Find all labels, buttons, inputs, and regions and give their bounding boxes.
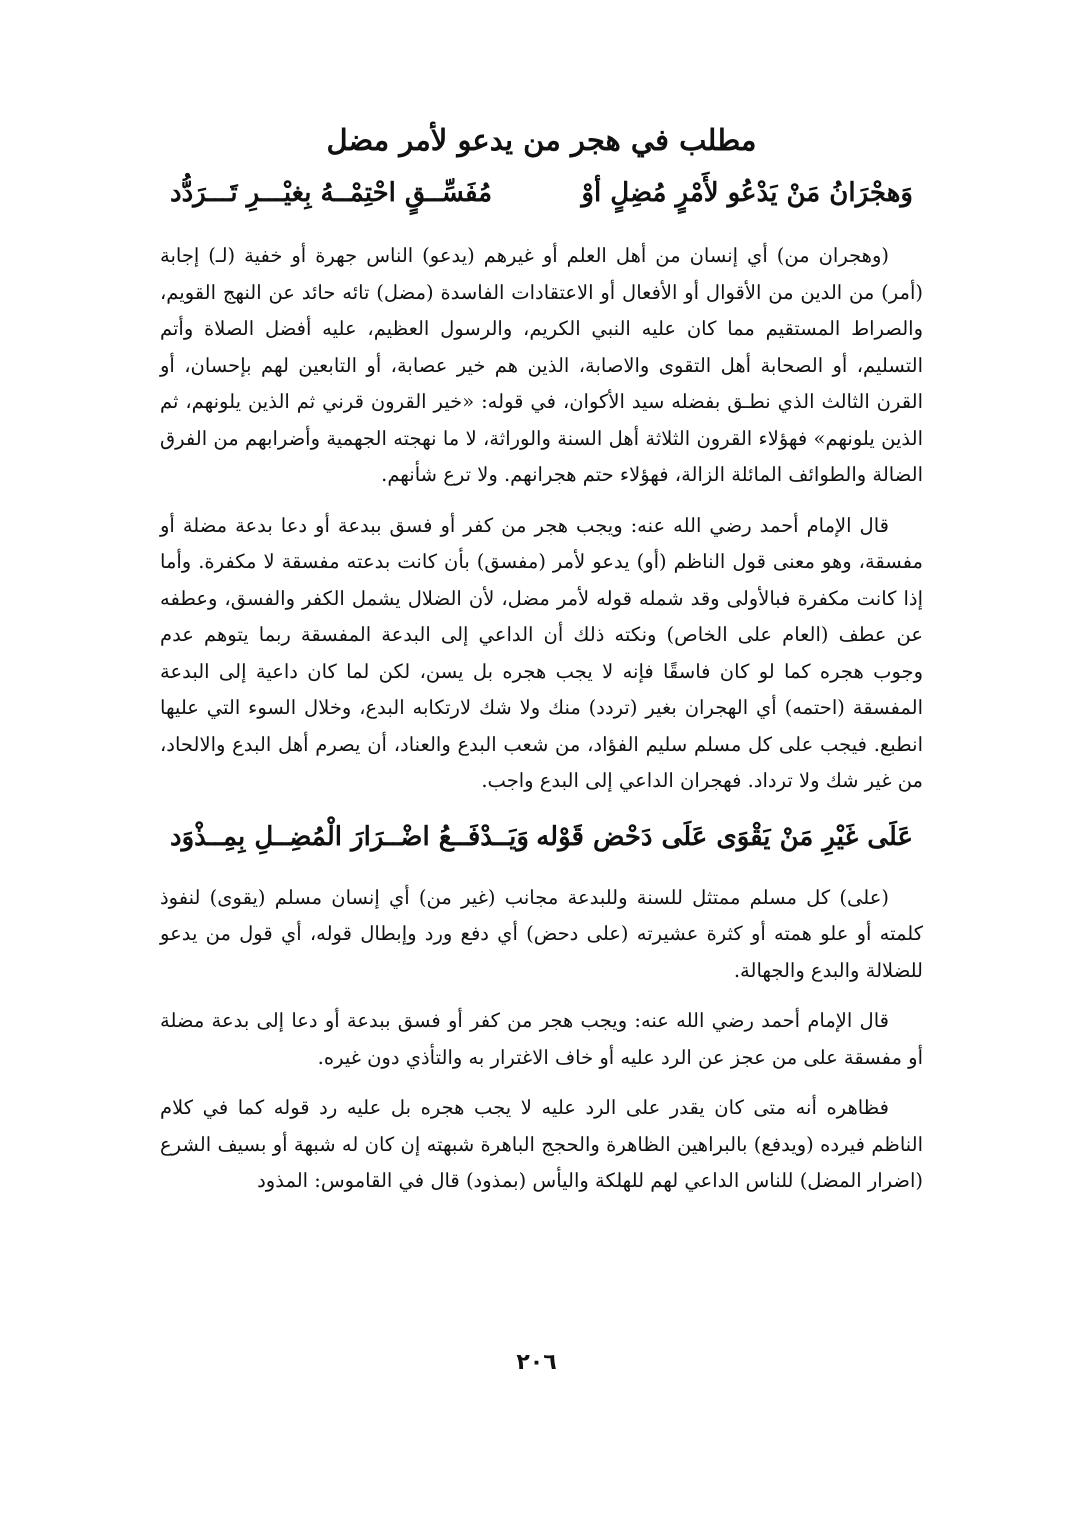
verse-1 [160,170,923,216]
verse-2 [160,814,923,860]
verse-1-first-hemistich: وَهجْرَانُ مَنْ يَدْعُو لأَمْرٍ مُضِلٍ أوْ [581,178,913,208]
paragraph-5: فظاهره أنه متى كان يقدر على الرد عليه لا يجب هجره بل عليه رد قوله كما في كلام الناظم فيرده (ويدفع) بالبراهين الظاهرة والحجج الباهرة شبهته إن كان له شبهة أو بسيف الشرع (اضرار المضل) للناس الداعي لهم للهلكة واليأس (بمذود) قال في القاموس: المذود [160,1096,923,1192]
verse-2-first-hemistich: عَلَى غَيْرِ مَنْ يَقْوَى عَلَى دَحْض قَوْله [536,821,913,852]
page-content [160,118,923,1214]
section-title: مطلب في هجر من يدعو لأمر مضل [326,123,757,157]
paragraph-1: (وهجران من) أي إنسان من أهل العلم أو غيرهم (يدعو) الناس جهرة أو خفية (لـ) إجابة (أمر) من الدين من الأقوال أو الأفعال أو الاعتقادات الفاسدة (مضل) تائه حائد عن النهج القويم، والصراط المستقيم مما كان عليه النبي الكريم، والرسول العظيم، عليه أفضل الصلاة وأتم التسليم، أو الصحابة أهل التقوى والاصابة، الذين هم خير عصابة، أو التابعين لهم بإحسان، أو القرن الثالث الذي نطـق بفضله سيد الأكوان، في قوله: «خير القرون قرني ثم الذين يلونهم، ثم الذين يلونهم» فهؤلاء القرون الثلاثة أهل السنة والوراثة، لا ما نهجته الجهمية وأضرابهم من الفرق الضالة والطوائف المائلة الزالة، فهؤلاء حتم هجرانهم. ولا ترع شأنهم. [160,244,923,486]
paragraph-3: (على) كل مسلم ممتثل للسنة وللبدعة مجانب (غير من) أي إنسان مسلم (يقوى) لنفوذ كلمته أو علو همته أو كثرة عشيرته (على دحض) أي دفع ورد وإبطال قوله، أي قول من يدعو للضلالة والبدع والجهالة. [160,885,923,982]
paragraph-2: قال الإمام أحمد رضي الله عنه: ويجب هجر من كفر أو فسق ببدعة أو دعا بدعة مضلة أو مفسقة، وهو معنى قول الناظم (أو) يدعو لأمر (مفسق) بأن كانت بدعته مفسقة لا مكفرة. وأما إذا كانت مكفرة فبالأولى وقد شمله قوله لأمر مضل، لأن الضلال يشمل الكفر والفسق، وعطفه عن عطف (العام على الخاص) ونكته ذلك أن الداعي إلى البدعة المفسقة ربما يتوهم عدم وجوب هجره كما لو كان فاسقًا فإنه لا يجب هجره بل يسن، لكن لما كان داعية إلى البدعة المفسقة (احتمه) أي الهجران بغير (تردد) منك ولا شك لارتكابه البدع، وخلال السوء التي عليها انطبع. فيجب على كل مسلم سليم الفؤاد، من شعب البدع والعناد، أن يصرم أهل البدع والالحاد، من غير شك ولا ترداد. فهجران الداعي إلى البدع واجب. [160,513,923,792]
page-number: ٢٠٦ [516,1350,557,1375]
verse-1-second-hemistich: مُفَسِّــقٍ احْتِمْــهُ بِغيْـــرِ تَـــرَدُّد [170,178,493,208]
verse-2-second-hemistich: وَيَــدْفَــعُ اضْــرَارَ الْمُضِــلِ بِمِــذْوَد [170,821,529,852]
paragraph-4: قال الإمام أحمد رضي الله عنه: ويجب هجر من كفر أو فسق ببدعة أو دعا إلى بدعة مضلة أو مفسقة على من عجز عن الرد عليه أو خاف الاغترار به والتأذي دون غيره. [160,1009,923,1069]
